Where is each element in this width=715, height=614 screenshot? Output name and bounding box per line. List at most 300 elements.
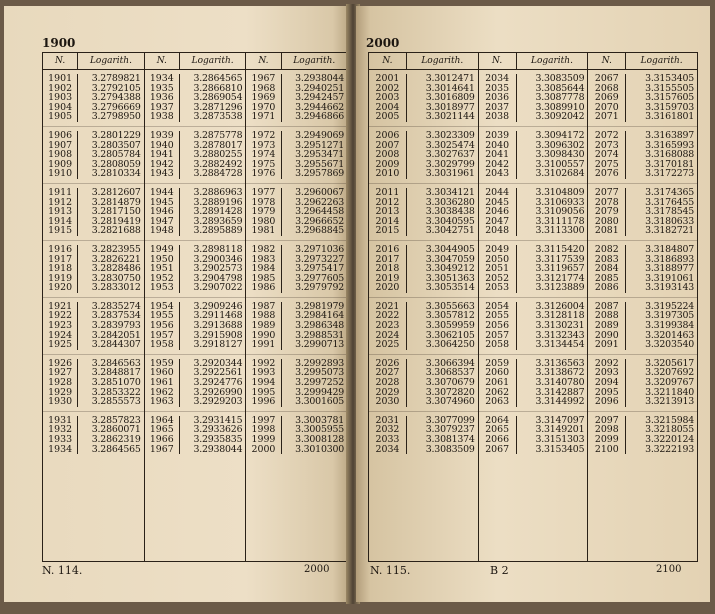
number-cell: 2011 bbox=[369, 188, 407, 198]
logarithm-cell: 3.2898118 bbox=[193, 243, 243, 255]
logarithm-cell: 3.2907022 bbox=[193, 282, 243, 294]
logarithm-cell: 3.3134454 bbox=[535, 339, 585, 351]
number-cell: 2010 bbox=[369, 169, 407, 179]
number-cell: 2003 bbox=[369, 93, 407, 103]
number-cell: 1948 bbox=[145, 226, 180, 236]
number-cell: 2034 bbox=[369, 445, 407, 455]
row-group bbox=[588, 298, 697, 355]
header-logarith: Logarith. bbox=[530, 56, 573, 66]
table-column bbox=[246, 53, 347, 561]
logarithm-cell: 3.2839793 bbox=[91, 320, 141, 332]
logarithm-cell: 3.2909246 bbox=[193, 300, 243, 312]
table-column bbox=[588, 53, 697, 561]
number-cell: 1987 bbox=[246, 302, 281, 312]
logarithm-cell: 3.2819419 bbox=[91, 215, 141, 227]
table-row bbox=[369, 112, 478, 122]
number-cell: 2077 bbox=[588, 188, 626, 198]
logarithm-cell: 3.3220124 bbox=[645, 434, 695, 445]
number-cell: 2009 bbox=[369, 160, 407, 170]
logarithm-cell: 3.3016809 bbox=[425, 92, 475, 104]
number-cell: 1945 bbox=[145, 198, 180, 208]
table-row bbox=[145, 445, 246, 455]
table-row bbox=[369, 226, 478, 236]
logarithm-cell: 3.2860071 bbox=[91, 424, 141, 436]
number-cell: 1905 bbox=[43, 112, 78, 122]
number-cell: 1993 bbox=[246, 368, 281, 378]
number-cell: 1957 bbox=[145, 331, 180, 341]
logarithm-cell: 3.2862319 bbox=[91, 434, 141, 445]
logarithm-cell: 3.3087778 bbox=[535, 92, 585, 104]
row-group bbox=[43, 355, 144, 412]
number-cell: 1958 bbox=[145, 340, 180, 350]
logarithm-cell: 3.2938044 bbox=[295, 73, 345, 84]
logarithm-cell: 3.3147097 bbox=[535, 414, 585, 426]
logarithm-cell: 3.2844307 bbox=[91, 339, 141, 351]
number-cell: 2079 bbox=[588, 207, 626, 217]
logarithm-cell: 3.2931415 bbox=[193, 414, 243, 426]
number-cell: 1946 bbox=[145, 207, 180, 217]
number-cell: 2024 bbox=[369, 331, 407, 341]
logarithm-cell: 3.3005955 bbox=[295, 424, 345, 436]
header-n: N. bbox=[369, 53, 407, 69]
table-column bbox=[369, 53, 479, 561]
number-cell: 2025 bbox=[369, 340, 407, 350]
number-cell: 2008 bbox=[369, 150, 407, 160]
logarithm-cell: 3.2882492 bbox=[193, 158, 243, 170]
logarithm-cell: 3.2855573 bbox=[91, 396, 141, 408]
logarithm-cell: 3.2835274 bbox=[91, 300, 141, 312]
number-cell: 2097 bbox=[588, 416, 626, 426]
number-cell: 1916 bbox=[43, 245, 78, 255]
row-group bbox=[246, 184, 347, 241]
number-cell: 1924 bbox=[43, 331, 78, 341]
number-cell: 2051 bbox=[479, 264, 517, 274]
table-row bbox=[588, 445, 697, 455]
number-cell: 1927 bbox=[43, 368, 78, 378]
number-cell: 2086 bbox=[588, 283, 626, 293]
logarithm-cell: 3.3178545 bbox=[645, 206, 695, 218]
number-cell: 1960 bbox=[145, 368, 180, 378]
logarithm-cell: 3.2828486 bbox=[91, 263, 141, 275]
table-row bbox=[145, 397, 246, 407]
logarithm-cell: 3.2940251 bbox=[295, 82, 345, 94]
logarithm-cell: 3.3018977 bbox=[425, 101, 475, 113]
logarithm-cell: 3.3051363 bbox=[425, 272, 475, 284]
number-cell: 2004 bbox=[369, 103, 407, 113]
number-cell: 1918 bbox=[43, 264, 78, 274]
logarithm-cell: 3.3102684 bbox=[535, 168, 585, 180]
table-row bbox=[43, 112, 144, 122]
row-group bbox=[369, 412, 478, 458]
logarithm-cell: 3.2848817 bbox=[91, 367, 141, 379]
row-group bbox=[246, 298, 347, 355]
number-cell: 2027 bbox=[369, 368, 407, 378]
logarithm-cell: 3.3077099 bbox=[425, 414, 475, 426]
row-group bbox=[145, 184, 246, 241]
table-row bbox=[145, 226, 246, 236]
number-cell: 1986 bbox=[246, 283, 281, 293]
logarithm-cell: 3.3047059 bbox=[425, 253, 475, 265]
number-cell: 1930 bbox=[43, 397, 78, 407]
header-n: N. bbox=[588, 53, 626, 69]
logarithm-cell: 3.2990713 bbox=[295, 339, 345, 351]
logarithm-cell: 3.3034121 bbox=[425, 186, 475, 198]
number-cell: 1990 bbox=[246, 331, 281, 341]
logarithm-cell: 3.3174365 bbox=[645, 186, 695, 198]
logarithm-cell: 3.2830750 bbox=[91, 272, 141, 284]
number-cell: 2061 bbox=[479, 378, 517, 388]
logarithm-cell: 3.2864565 bbox=[91, 443, 141, 455]
number-cell: 1903 bbox=[43, 93, 78, 103]
number-cell: 2006 bbox=[369, 131, 407, 141]
column-header bbox=[369, 53, 478, 70]
logarithm-cell: 3.2805784 bbox=[91, 149, 141, 161]
number-cell: 2090 bbox=[588, 331, 626, 341]
number-cell: 2030 bbox=[369, 397, 407, 407]
row-group bbox=[145, 70, 246, 127]
number-cell: 2036 bbox=[479, 93, 517, 103]
number-cell: 1907 bbox=[43, 141, 78, 151]
number-cell: 2066 bbox=[479, 435, 517, 445]
logarithm-cell: 3.3106933 bbox=[535, 196, 585, 208]
logarithm-cell: 3.3014641 bbox=[425, 82, 475, 94]
table-row bbox=[43, 445, 144, 455]
number-cell: 2013 bbox=[369, 207, 407, 217]
number-cell: 2016 bbox=[369, 245, 407, 255]
logarithm-cell: 3.2962263 bbox=[295, 196, 345, 208]
logarithm-cell: 3.3218055 bbox=[645, 424, 695, 436]
logarithm-cell: 3.3083509 bbox=[425, 443, 475, 455]
logarithm-cell: 3.2971036 bbox=[295, 243, 345, 255]
logarithm-cell: 3.2869054 bbox=[193, 92, 243, 104]
signature-mark: N. 114. bbox=[42, 564, 83, 577]
logarithm-cell: 3.2944662 bbox=[295, 101, 345, 113]
row-group bbox=[145, 241, 246, 298]
number-cell: 1992 bbox=[246, 359, 281, 369]
number-cell: 2087 bbox=[588, 302, 626, 312]
number-cell: 1938 bbox=[145, 112, 180, 122]
number-cell: 2067 bbox=[588, 74, 626, 84]
logarithm-cell: 3.2992893 bbox=[295, 357, 345, 369]
header-n: N. bbox=[145, 53, 180, 69]
logarithm-cell: 3.2812607 bbox=[91, 186, 141, 198]
table-row bbox=[479, 445, 588, 455]
logarithm-cell: 3.2808059 bbox=[91, 158, 141, 170]
number-cell: 1966 bbox=[145, 435, 180, 445]
column-header bbox=[588, 53, 697, 70]
row-group bbox=[588, 127, 697, 184]
table-row bbox=[246, 112, 347, 122]
logarithm-cell: 3.3070679 bbox=[425, 377, 475, 389]
logarithm-cell: 3.2842051 bbox=[91, 329, 141, 341]
logarithm-cell: 3.2801229 bbox=[91, 129, 141, 141]
number-cell: 2076 bbox=[588, 169, 626, 179]
number-cell: 1981 bbox=[246, 226, 281, 236]
logarithm-cell: 3.3003781 bbox=[295, 414, 345, 426]
logarithm-cell: 3.3036280 bbox=[425, 196, 475, 208]
logarithm-cell: 3.3072820 bbox=[425, 386, 475, 398]
logarithm-cell: 3.3222193 bbox=[645, 443, 695, 455]
logarithm-cell: 3.3170181 bbox=[645, 158, 695, 170]
number-cell: 1913 bbox=[43, 207, 78, 217]
number-cell: 2083 bbox=[588, 255, 626, 265]
logarithm-cell: 3.3117539 bbox=[535, 253, 585, 265]
number-cell: 2017 bbox=[369, 255, 407, 265]
logarithm-cell: 3.3119657 bbox=[535, 263, 585, 275]
number-cell: 1991 bbox=[246, 340, 281, 350]
table-row bbox=[588, 283, 697, 293]
catchword: 2000 bbox=[304, 564, 330, 575]
logarithm-cell: 3.3098430 bbox=[535, 149, 585, 161]
number-cell: 2054 bbox=[479, 302, 517, 312]
logarithm-cell: 3.2968845 bbox=[295, 225, 345, 237]
number-cell: 2050 bbox=[479, 255, 517, 265]
number-cell: 1975 bbox=[246, 160, 281, 170]
logarithm-cell: 3.2823955 bbox=[91, 243, 141, 255]
row-group bbox=[369, 70, 478, 127]
header-n: N. bbox=[479, 53, 517, 69]
table-row bbox=[369, 445, 478, 455]
table-row bbox=[479, 112, 588, 122]
column-header bbox=[145, 53, 246, 70]
logarithm-cell: 3.3155505 bbox=[645, 82, 695, 94]
logarithm-cell: 3.2918127 bbox=[193, 339, 243, 351]
table-row bbox=[479, 283, 588, 293]
number-cell: 2085 bbox=[588, 274, 626, 284]
logarithm-cell: 3.2846563 bbox=[91, 357, 141, 369]
number-cell: 1922 bbox=[43, 311, 78, 321]
number-cell: 1912 bbox=[43, 198, 78, 208]
logarithm-cell: 3.3191061 bbox=[645, 272, 695, 284]
row-group bbox=[145, 412, 246, 458]
logarithm-cell: 3.3193143 bbox=[645, 282, 695, 294]
number-cell: 2045 bbox=[479, 198, 517, 208]
logarithm-cell: 3.3057812 bbox=[425, 310, 475, 322]
header-logarith: Logarith. bbox=[191, 56, 234, 66]
logarithm-cell: 3.2933626 bbox=[193, 424, 243, 436]
number-cell: 1947 bbox=[145, 217, 180, 227]
number-cell: 1956 bbox=[145, 321, 180, 331]
column-header bbox=[43, 53, 144, 70]
number-cell: 2035 bbox=[479, 84, 517, 94]
logarithm-cell: 3.3165993 bbox=[645, 139, 695, 151]
table-row bbox=[369, 283, 478, 293]
number-cell: 1962 bbox=[145, 388, 180, 398]
logarithm-cell: 3.2955671 bbox=[295, 158, 345, 170]
table-row bbox=[479, 226, 588, 236]
table-row bbox=[369, 169, 478, 179]
page-year-header: 2000 bbox=[366, 36, 400, 50]
logarithm-cell: 3.2904798 bbox=[193, 272, 243, 284]
row-group bbox=[479, 355, 588, 412]
number-cell: 2001 bbox=[369, 74, 407, 84]
row-group bbox=[43, 70, 144, 127]
logarithm-cell: 3.3163897 bbox=[645, 129, 695, 141]
logarithm-cell: 3.2926990 bbox=[193, 386, 243, 398]
number-cell: 2021 bbox=[369, 302, 407, 312]
logarithm-cell: 3.2902573 bbox=[193, 263, 243, 275]
logarithm-cell: 3.2826221 bbox=[91, 253, 141, 265]
logarithm-cell: 3.2981979 bbox=[295, 300, 345, 312]
logarithm-cell: 3.3044905 bbox=[425, 243, 475, 255]
logarithm-cell: 3.2792105 bbox=[91, 82, 141, 94]
table-row bbox=[246, 283, 347, 293]
row-group bbox=[43, 127, 144, 184]
number-cell: 2088 bbox=[588, 311, 626, 321]
logarithm-cell: 3.3064250 bbox=[425, 339, 475, 351]
table-row bbox=[145, 112, 246, 122]
row-group bbox=[588, 184, 697, 241]
right-page bbox=[356, 6, 710, 602]
table-row bbox=[145, 169, 246, 179]
logarithm-cell: 3.3081374 bbox=[425, 434, 475, 445]
number-cell: 2096 bbox=[588, 397, 626, 407]
row-group bbox=[588, 241, 697, 298]
number-cell: 2014 bbox=[369, 217, 407, 227]
number-cell: 1978 bbox=[246, 198, 281, 208]
logarithm-cell: 3.2951271 bbox=[295, 139, 345, 151]
number-cell: 2040 bbox=[479, 141, 517, 151]
logarithm-cell: 3.3025474 bbox=[425, 139, 475, 151]
number-cell: 2095 bbox=[588, 388, 626, 398]
logarithm-cell: 3.3055663 bbox=[425, 300, 475, 312]
number-cell: 2000 bbox=[246, 445, 281, 455]
logarithm-cell: 3.3042751 bbox=[425, 225, 475, 237]
number-cell: 1904 bbox=[43, 103, 78, 113]
row-group bbox=[369, 355, 478, 412]
number-cell: 1967 bbox=[145, 445, 180, 455]
logarithm-cell: 3.3085644 bbox=[535, 82, 585, 94]
logarithm-cell: 3.3113300 bbox=[535, 225, 585, 237]
number-cell: 1919 bbox=[43, 274, 78, 284]
row-group bbox=[43, 241, 144, 298]
logarithm-cell: 3.2935835 bbox=[193, 434, 243, 445]
logarithm-cell: 3.3083509 bbox=[535, 73, 585, 84]
number-cell: 1906 bbox=[43, 131, 78, 141]
logarithm-cell: 3.2789821 bbox=[91, 73, 141, 84]
number-cell: 2078 bbox=[588, 198, 626, 208]
logarithm-cell: 3.2864565 bbox=[193, 73, 243, 84]
number-cell: 2052 bbox=[479, 274, 517, 284]
number-cell: 1923 bbox=[43, 321, 78, 331]
number-cell: 1909 bbox=[43, 160, 78, 170]
number-cell: 2071 bbox=[588, 112, 626, 122]
number-cell: 2049 bbox=[479, 245, 517, 255]
table-column bbox=[145, 53, 247, 561]
number-cell: 1977 bbox=[246, 188, 281, 198]
logarithm-cell: 3.2984164 bbox=[295, 310, 345, 322]
logarithm-cell: 3.2957869 bbox=[295, 168, 345, 180]
logarithm-cell: 3.3010300 bbox=[295, 443, 345, 455]
number-cell: 1931 bbox=[43, 416, 78, 426]
logarithm-cell: 3.2999429 bbox=[295, 386, 345, 398]
number-cell: 1970 bbox=[246, 103, 281, 113]
table-column bbox=[43, 53, 145, 561]
number-cell: 1933 bbox=[43, 435, 78, 445]
number-cell: 2060 bbox=[479, 368, 517, 378]
row-group bbox=[246, 412, 347, 458]
gathering-mark: B 2 bbox=[490, 564, 509, 577]
catchword: 2100 bbox=[656, 564, 682, 575]
number-cell: 1942 bbox=[145, 160, 180, 170]
logarithm-cell: 3.3203540 bbox=[645, 339, 695, 351]
number-cell: 1928 bbox=[43, 378, 78, 388]
logarithm-cell: 3.3149201 bbox=[535, 424, 585, 436]
logarithm-cell: 3.3104809 bbox=[535, 186, 585, 198]
logarithm-cell: 3.3157605 bbox=[645, 92, 695, 104]
number-cell: 2018 bbox=[369, 264, 407, 274]
row-group bbox=[479, 184, 588, 241]
logarithm-cell: 3.3184807 bbox=[645, 243, 695, 255]
logarithm-cell: 3.3053514 bbox=[425, 282, 475, 294]
logarithm-cell: 3.2817150 bbox=[91, 206, 141, 218]
number-cell: 1952 bbox=[145, 274, 180, 284]
logarithm-cell: 3.3215984 bbox=[645, 414, 695, 426]
row-group bbox=[588, 70, 697, 127]
number-cell: 1943 bbox=[145, 169, 180, 179]
logarithm-cell: 3.3201463 bbox=[645, 329, 695, 341]
number-cell: 1967 bbox=[246, 74, 281, 84]
row-group bbox=[246, 355, 347, 412]
row-group bbox=[246, 127, 347, 184]
number-cell: 1901 bbox=[43, 74, 78, 84]
number-cell: 1939 bbox=[145, 131, 180, 141]
table-row bbox=[588, 340, 697, 350]
number-cell: 2041 bbox=[479, 150, 517, 160]
number-cell: 2047 bbox=[479, 217, 517, 227]
table-column bbox=[479, 53, 589, 561]
logarithm-cell: 3.2880255 bbox=[193, 149, 243, 161]
logarithm-cell: 3.3123889 bbox=[535, 282, 585, 294]
number-cell: 1951 bbox=[145, 264, 180, 274]
number-cell: 2068 bbox=[588, 84, 626, 94]
logarithm-cell: 3.3109056 bbox=[535, 206, 585, 218]
logarithm-cell: 3.3168088 bbox=[645, 149, 695, 161]
row-group bbox=[479, 298, 588, 355]
row-group bbox=[369, 184, 478, 241]
number-cell: 1997 bbox=[246, 416, 281, 426]
number-cell: 1934 bbox=[145, 74, 180, 84]
logarithm-cell: 3.3132343 bbox=[535, 329, 585, 341]
number-cell: 1944 bbox=[145, 188, 180, 198]
number-cell: 2031 bbox=[369, 416, 407, 426]
number-cell: 1915 bbox=[43, 226, 78, 236]
logarithm-cell: 3.2949069 bbox=[295, 129, 345, 141]
number-cell: 2029 bbox=[369, 388, 407, 398]
logarithm-cell: 3.3130231 bbox=[535, 320, 585, 332]
table-row bbox=[479, 340, 588, 350]
number-cell: 2005 bbox=[369, 112, 407, 122]
number-cell: 1934 bbox=[43, 445, 78, 455]
number-cell: 1971 bbox=[246, 112, 281, 122]
logarithm-cell: 3.3176455 bbox=[645, 196, 695, 208]
logarithm-cell: 3.3182721 bbox=[645, 225, 695, 237]
number-cell: 2057 bbox=[479, 331, 517, 341]
number-cell: 1980 bbox=[246, 217, 281, 227]
logarithm-cell: 3.3153405 bbox=[645, 73, 695, 84]
logarithm-cell: 3.3031961 bbox=[425, 168, 475, 180]
logarithm-cell: 3.2878017 bbox=[193, 139, 243, 151]
logarithm-cell: 3.2946866 bbox=[295, 111, 345, 123]
header-logarith: Logarith. bbox=[640, 56, 683, 66]
logarithm-cell: 3.2821688 bbox=[91, 225, 141, 237]
number-cell: 2026 bbox=[369, 359, 407, 369]
number-cell: 2012 bbox=[369, 198, 407, 208]
logarithm-cell: 3.3207692 bbox=[645, 367, 695, 379]
logarithm-cell: 3.3021144 bbox=[425, 111, 475, 123]
logarithm-cell: 3.2995073 bbox=[295, 367, 345, 379]
table-row bbox=[43, 340, 144, 350]
